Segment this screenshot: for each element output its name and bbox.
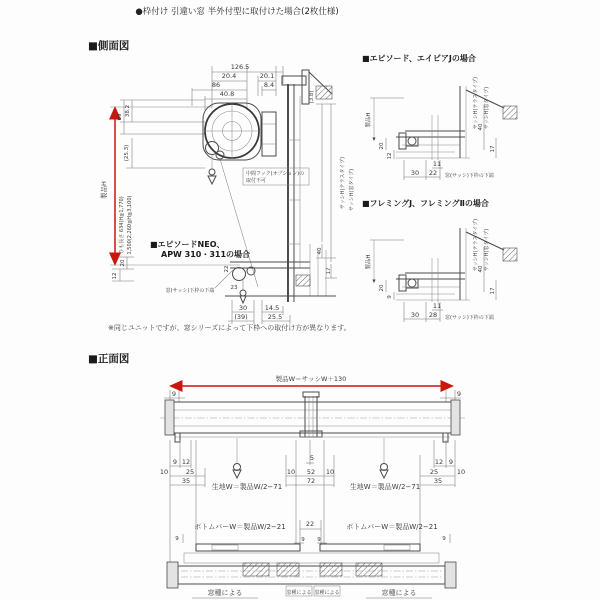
- case-episode-diagram: [362, 53, 517, 180]
- dim-label: 25.5: [267, 313, 283, 321]
- dim-label: 10: [325, 468, 335, 476]
- dim-label: 20: [379, 284, 385, 292]
- dim-label: 5: [309, 454, 315, 462]
- dim-label: 28: [428, 311, 438, 319]
- sill-bottom-label: 窓(サッシ)下枠の下端: [165, 288, 215, 294]
- dim-label: 35: [181, 477, 191, 485]
- sash-height-window-label: サッシH(窓タイプ): [484, 86, 490, 130]
- dim-label: 10: [286, 468, 296, 476]
- dim-label: (25.3): [124, 144, 130, 162]
- dim-label: 10: [456, 468, 466, 476]
- dim-label: 12: [112, 272, 118, 280]
- dim-label: 8.4: [263, 81, 275, 89]
- side-view-title: ■側面図: [88, 40, 130, 52]
- dim-label: (39): [234, 313, 248, 321]
- sash-height-window-label: サッシH(窓タイプ): [484, 228, 490, 272]
- front-view-title: ■正面図: [88, 353, 130, 365]
- headbox: [160, 392, 465, 442]
- latch-block: [243, 563, 269, 576]
- mid-hook-note-text: 中間フック(オプション)の: [246, 171, 305, 177]
- dim-label: 14.5: [264, 304, 280, 312]
- fabric-width-label: 生地W＝製品W/2−71: [349, 483, 421, 491]
- front-view-diagram: [160, 374, 465, 598]
- dim-label: 30: [238, 304, 248, 312]
- dim-label: 9: [301, 537, 305, 543]
- roller-unit: [203, 103, 276, 160]
- dim-label: 72: [306, 477, 316, 485]
- dim-label: 9: [387, 295, 393, 299]
- dim-label: 17: [326, 267, 332, 275]
- dim-label: 40: [478, 265, 484, 273]
- latch-block: [356, 563, 382, 576]
- headbox-end-cap: [451, 400, 460, 435]
- cord-length-note: 1,500(2,260≦H≦3,100): [127, 195, 133, 255]
- dim-label: 25: [429, 468, 439, 476]
- dim-label: 23: [230, 285, 238, 291]
- dim-label: 9: [172, 458, 178, 466]
- sash-height-terrace-label: サッシH(テラスタイプ): [473, 218, 479, 272]
- case-fleming-diagram: [362, 198, 517, 322]
- dim-label: 69: [117, 113, 123, 121]
- dim-label: 9: [448, 458, 454, 466]
- dim-label: 12: [181, 458, 191, 466]
- sill-bottom-label: 窓(サッシ)下枠の下端: [445, 173, 494, 179]
- cord-length-note: ひも長さ 634(H≦1,770): [119, 196, 125, 254]
- dim-label: 30: [410, 169, 420, 177]
- sill-profile: [396, 228, 517, 302]
- fabric-width-label: 生地W＝製品W/2−71: [211, 483, 283, 491]
- center-bracket: [300, 392, 322, 437]
- dim-label: 9: [442, 536, 446, 542]
- sash-height-window-label: サッシH(窓タイプ): [349, 168, 355, 212]
- window-type-label: 窓種による: [286, 590, 312, 596]
- bottom-bar: [196, 544, 420, 551]
- dim-label: 30: [410, 311, 420, 319]
- case-fleming-title: ■フレミングJ、フレミングⅡの場合: [362, 199, 489, 208]
- dim-label: 10: [159, 468, 169, 476]
- side-view-note: ※同じユニットですが、窓シリーズによって下枠への取付け方が異なります。: [108, 324, 351, 332]
- headbox-end-cap: [165, 400, 174, 435]
- dim-label: 22: [428, 169, 438, 177]
- dim-label: 17: [490, 287, 496, 295]
- pull-cord: [380, 438, 388, 478]
- dim-label: 12: [434, 458, 444, 466]
- mid-hook-note-text: 取付不可: [246, 178, 267, 184]
- pull-cord: [233, 438, 241, 478]
- window-frame-section: [282, 70, 332, 302]
- dim-label: 20: [120, 259, 126, 267]
- dim-label: 11: [432, 302, 442, 310]
- dim-label: 126.5: [230, 63, 250, 71]
- dim-label: 40: [478, 123, 484, 131]
- window-type-label: 窓種による: [381, 589, 417, 597]
- dim-label: (3.8): [309, 90, 315, 104]
- dim-label: 22: [224, 265, 230, 273]
- side-view-main-diagram: [99, 63, 355, 324]
- dim-label: 86: [211, 81, 221, 89]
- dim-label: 25: [185, 468, 195, 476]
- product-height-label: 製品H: [100, 181, 108, 199]
- window-type-label: 窓種による: [207, 589, 243, 597]
- dim-label: 22: [305, 520, 315, 528]
- dim-label: 9: [456, 390, 462, 398]
- case-episode-title: ■エピソード、エイビアJの場合: [362, 54, 476, 63]
- dim-label: 9: [317, 537, 321, 543]
- window-type-label: 窓種による: [314, 590, 340, 596]
- latch-block: [320, 563, 342, 576]
- dim-label: 20.4: [221, 72, 237, 80]
- bottombar-width-label: ボトムバーW＝製品W/2−21: [346, 523, 438, 531]
- product-height-label: 製品H: [366, 112, 372, 128]
- sill-bottom-label: 窓(サッシ)下枠の下端: [445, 315, 494, 321]
- dim-label: 40: [317, 247, 323, 255]
- latch-block: [277, 563, 299, 576]
- dim-label: 20.1: [259, 72, 275, 80]
- sash-height-terrace-label: サッシH(テラスタイプ): [340, 156, 346, 210]
- dim-label: 38.2: [125, 104, 131, 118]
- dim-label: 17: [490, 145, 496, 153]
- bottombar-width-label: ボトムバーW＝製品W/2−21: [194, 523, 286, 531]
- case-label: ■エピソードNEO、: [150, 240, 225, 249]
- dim-label: 20: [379, 142, 385, 150]
- sill-profile: [396, 86, 517, 160]
- dim-label: 11: [432, 160, 442, 168]
- dim-label: 40.8: [219, 90, 235, 98]
- page-note: ●枠付け 引違い窓 半外付型に取付けた場合(2枚仕様): [135, 7, 339, 17]
- product-height-label: 製品H: [366, 254, 372, 270]
- window-sill-rail: [167, 553, 456, 588]
- dim-label: 9: [171, 390, 177, 398]
- sash-height-terrace-label: サッシH(テラスタイプ): [473, 76, 479, 130]
- dim-label: 9: [175, 536, 179, 542]
- dim-label: 12: [387, 152, 393, 160]
- dim-label: 52: [306, 468, 316, 476]
- dim-label: 35: [433, 477, 443, 485]
- case-label: APW 310・311の場合: [161, 250, 251, 259]
- product-width-label: 製品W＝サッシW＋130: [275, 375, 347, 383]
- left-dimension-lines: [120, 100, 205, 168]
